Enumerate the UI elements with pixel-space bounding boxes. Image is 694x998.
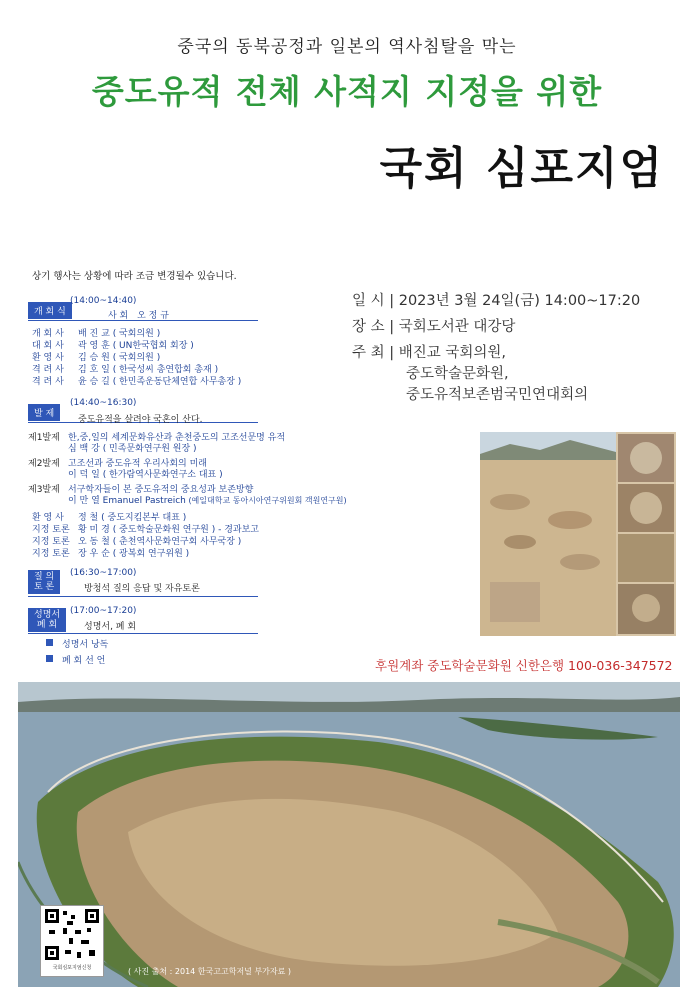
donation-account: 후원계좌 중도학술문화원 신한은행 100-036-347572 [375,658,673,673]
org: ( 한민족운동단체연합 사무총장 ) [112,377,242,387]
person: 배 진 교 [78,329,110,339]
org: (예일대학교 동아시아연구위원회 객원연구원) [188,496,347,505]
org: ( UN한국협회 회장 ) [112,341,194,351]
person: 곽 영 훈 [78,341,110,351]
info-host-3: 중도유적보존범국민연대회의 [406,387,589,403]
discussion-row [32,546,189,559]
talk-3-speaker [68,493,347,506]
qa-head [28,570,60,594]
opening-section [28,294,328,389]
speaker: 심 백 강 [68,444,100,454]
opening-time: (14:00~14:40) [70,296,137,306]
aerial-photo [18,682,680,987]
role: 대 회 사 [32,341,64,351]
qa-head-line2: 토 론 [34,582,55,592]
org: ( 국회의원 ) [112,329,161,339]
info-place [352,315,515,336]
excavation-photo [480,432,676,636]
role: 개 회 사 [32,329,64,339]
talk-topic: 고조선과 중도유적 우리사회의 미래 [68,459,207,469]
talk-1-speaker [68,441,197,454]
info-host-2: 중도학술문화원, [406,366,509,382]
closing-time: (17:00~17:20) [70,606,137,616]
qa-head-line1: 질 의 [34,572,55,582]
qr-code-icon [41,906,103,964]
org: ( 국회의원 ) [112,353,161,363]
person: 정 철 [78,513,99,523]
info-host [352,341,506,362]
date-value: 2023년 3월 24일(금) 14:00~17:20 [398,293,641,309]
org: ( 광복회 연구위원 ) [112,549,190,559]
presentation-section [28,396,368,561]
date-label: 일 시 | [352,293,395,309]
qr-caption: 국회심포지엄신청 [52,965,92,971]
photo-credit: ( 사진 출처 : 2014 한국고고학저널 부가자료 ) [128,967,292,976]
info-date [352,289,640,310]
role: 지정 토론 [32,525,70,535]
org: ( 한가람역사문화연구소 대표 ) [102,470,223,480]
qa-text: 방청석 질의 응답 및 자유토론 [84,584,200,594]
place-value: 국회도서관 대강당 [398,319,516,335]
role: 환 영 사 [32,513,64,523]
presentation-time: (14:40~16:30) [70,398,137,408]
qr-code[interactable] [40,905,104,977]
place-label: 장 소 | [352,319,395,335]
org: ( 민족문화연구원 원장 ) [102,444,197,454]
role: 격 려 사 [32,365,64,375]
opening-row [32,374,241,387]
bullet-icon [46,655,53,662]
divider [28,633,258,634]
talk-label: 제2발제 [28,459,60,469]
host-label: 사 회 [108,311,129,321]
notice-text: 상기 행사는 상황에 따라 조금 변경될수 있습니다. [32,271,237,282]
main-title: 중도유적 전체 사적지 지정을 위한 [91,72,603,111]
person: 장 우 순 [78,549,110,559]
opening-head: 개 회 식 [28,302,72,319]
role: 지정 토론 [32,549,70,559]
qa-section [28,568,328,598]
presentation-head: 발 제 [28,404,60,421]
talk-label: 제1발제 [28,433,60,443]
divider [28,596,258,597]
closing-head [28,608,66,632]
host-value: 배진교 국회의원, [398,345,507,361]
presentation-theme: 중도유적을 살려야 국혼이 산다. [78,415,203,425]
org: ( 중도지킴본부 대표 ) [101,513,187,523]
host-name: 오 정 규 [137,311,169,321]
org: ( 중도학술문화원 연구원 ) - 경과보고 [112,525,259,535]
person: 오 동 철 [78,537,110,547]
role: 환 영 사 [32,353,64,363]
bullet-icon [46,639,53,646]
closing-head-line1: 성명서 [34,610,61,620]
talk-topic: 한,중,일의 세계문화유산과 춘천중도의 고조선문명 유적 [68,433,286,443]
talk-topic: 서구학자들이 본 중도유적의 중요성과 보존방향 [68,485,254,495]
closing-section [28,606,328,666]
speaker: 이 덕 일 [68,470,100,480]
qa-time: (16:30~17:00) [70,568,137,578]
talk-label: 제3발제 [28,485,60,495]
closing-item: 성명서 낭독 [62,640,109,650]
closing-text: 성명서, 폐 회 [84,622,137,632]
host-label: 주 최 | [352,345,395,361]
excavation-photo-image [480,432,676,636]
role: 격 려 사 [32,377,64,387]
aerial-photo-image [18,682,680,987]
org: ( 춘천역사문화연구회 사무국장 ) [112,537,242,547]
speaker: 이 만 열 Emanuel Pastreich [68,496,186,506]
role: 지정 토론 [32,537,70,547]
person: 윤 승 길 [78,377,110,387]
person: 김 호 일 [78,365,110,375]
person: 황 미 경 [78,525,110,535]
person: 김 승 원 [78,353,110,363]
closing-item: 폐 회 선 언 [62,656,106,666]
talk-2-speaker [68,467,223,480]
closing-head-line2: 폐 회 [36,620,58,630]
org: ( 한국성씨 총연합회 총재 ) [112,365,219,375]
event-title: 국회 심포지엄 [379,143,664,194]
opening-host [108,308,169,321]
subtitle: 중국의 동북공정과 일본의 역사침탈을 막는 [177,37,517,57]
